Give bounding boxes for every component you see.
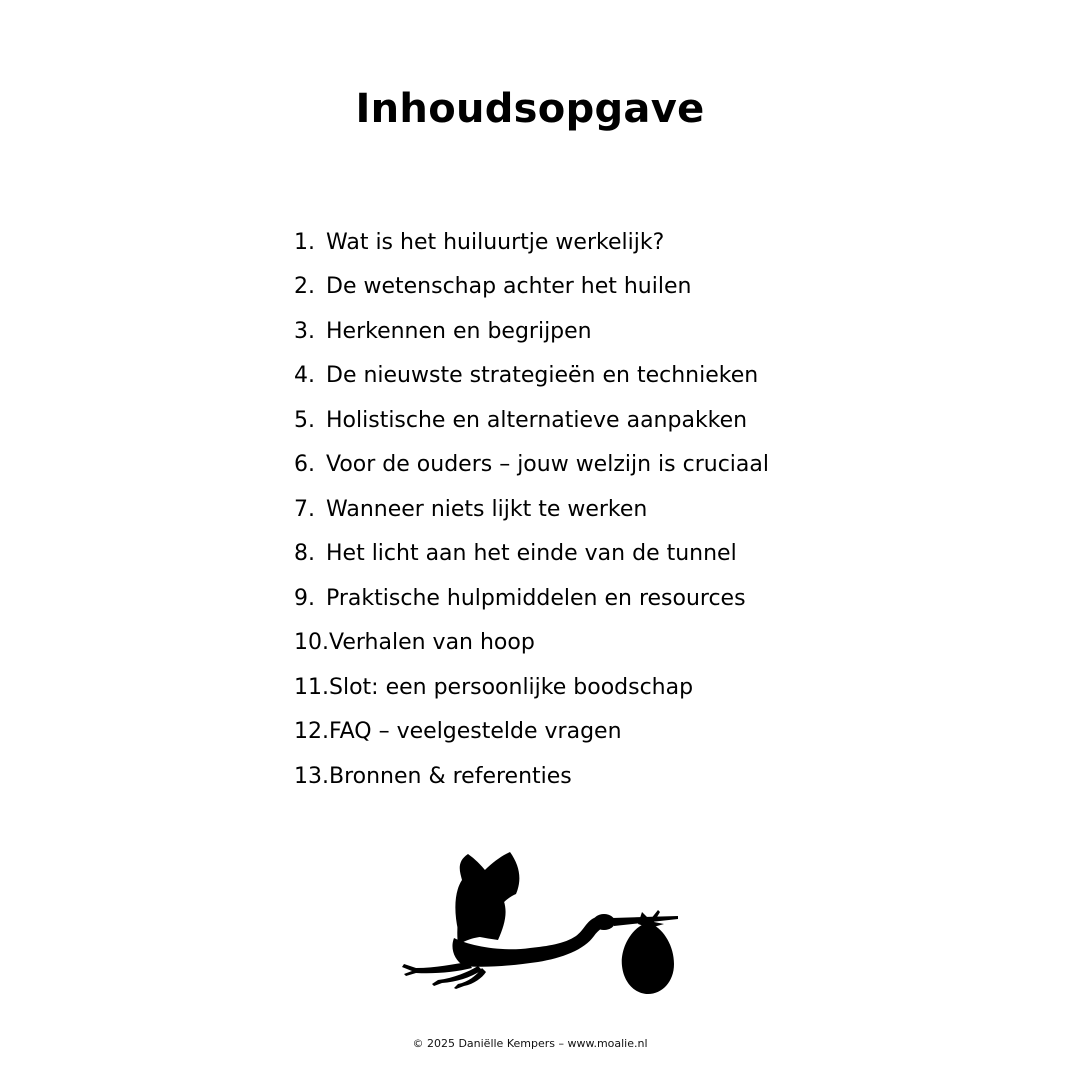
- toc-item: [294, 576, 854, 621]
- toc-item-label: Herkennen en begrijpen: [326, 318, 592, 344]
- page-title: Inhoudsopgave: [355, 86, 705, 132]
- copyright-footer: © 2025 Daniëlle Kempers – www.moalie.nl: [412, 1037, 648, 1050]
- stork-carrying-bundle-icon: [398, 850, 683, 1000]
- toc-item-label: Bronnen & referenties: [329, 763, 572, 789]
- toc-item: [294, 665, 854, 710]
- toc-item: [294, 354, 854, 399]
- toc-item-label: FAQ – veelgestelde vragen: [329, 719, 622, 745]
- toc-item: [294, 398, 854, 443]
- toc-item: [294, 309, 854, 354]
- toc-item-label: Holistische en alternatieve aanpakken: [326, 407, 748, 433]
- toc-item-number: 11.: [294, 674, 329, 700]
- toc-item-label: Slot: een persoonlijke boodschap: [329, 674, 694, 700]
- toc-item: [294, 487, 854, 532]
- toc-item-label: De wetenschap achter het huilen: [326, 274, 692, 300]
- toc-item-label: Wanneer niets lijkt te werken: [326, 496, 648, 522]
- toc-item-number: 2.: [294, 274, 315, 300]
- toc-item: [294, 754, 854, 799]
- toc-item: [294, 710, 854, 755]
- toc-item-number: 1.: [294, 229, 315, 255]
- toc-item-number: 8.: [294, 541, 315, 567]
- toc-item-number: 12.: [294, 719, 329, 745]
- toc-item-number: 7.: [294, 496, 315, 522]
- toc-item-number: 5.: [294, 407, 315, 433]
- toc-item-number: 6.: [294, 452, 315, 478]
- toc-item-number: 9.: [294, 585, 315, 611]
- toc-item-number: 4.: [294, 363, 315, 389]
- toc-item-label: De nieuwste strategieën en technieken: [326, 363, 759, 389]
- toc-item: [294, 220, 854, 265]
- toc-item-label: Het licht aan het einde van de tunnel: [326, 541, 737, 567]
- toc-item-number: 3.: [294, 318, 315, 344]
- toc-item: [294, 443, 854, 488]
- toc-item-label: Verhalen van hoop: [329, 630, 535, 656]
- toc-item-number: 10.: [294, 630, 329, 656]
- toc-item: [294, 621, 854, 666]
- toc-item: [294, 532, 854, 577]
- toc-item-label: Wat is het huiluurtje werkelijk?: [326, 229, 665, 255]
- toc-item-number: 13.: [294, 763, 329, 789]
- toc-item-label: Praktische hulpmiddelen en resources: [326, 585, 746, 611]
- table-of-contents: [294, 220, 854, 799]
- toc-item-label: Voor de ouders – jouw welzijn is cruciaal: [326, 452, 769, 478]
- toc-item: [294, 265, 854, 310]
